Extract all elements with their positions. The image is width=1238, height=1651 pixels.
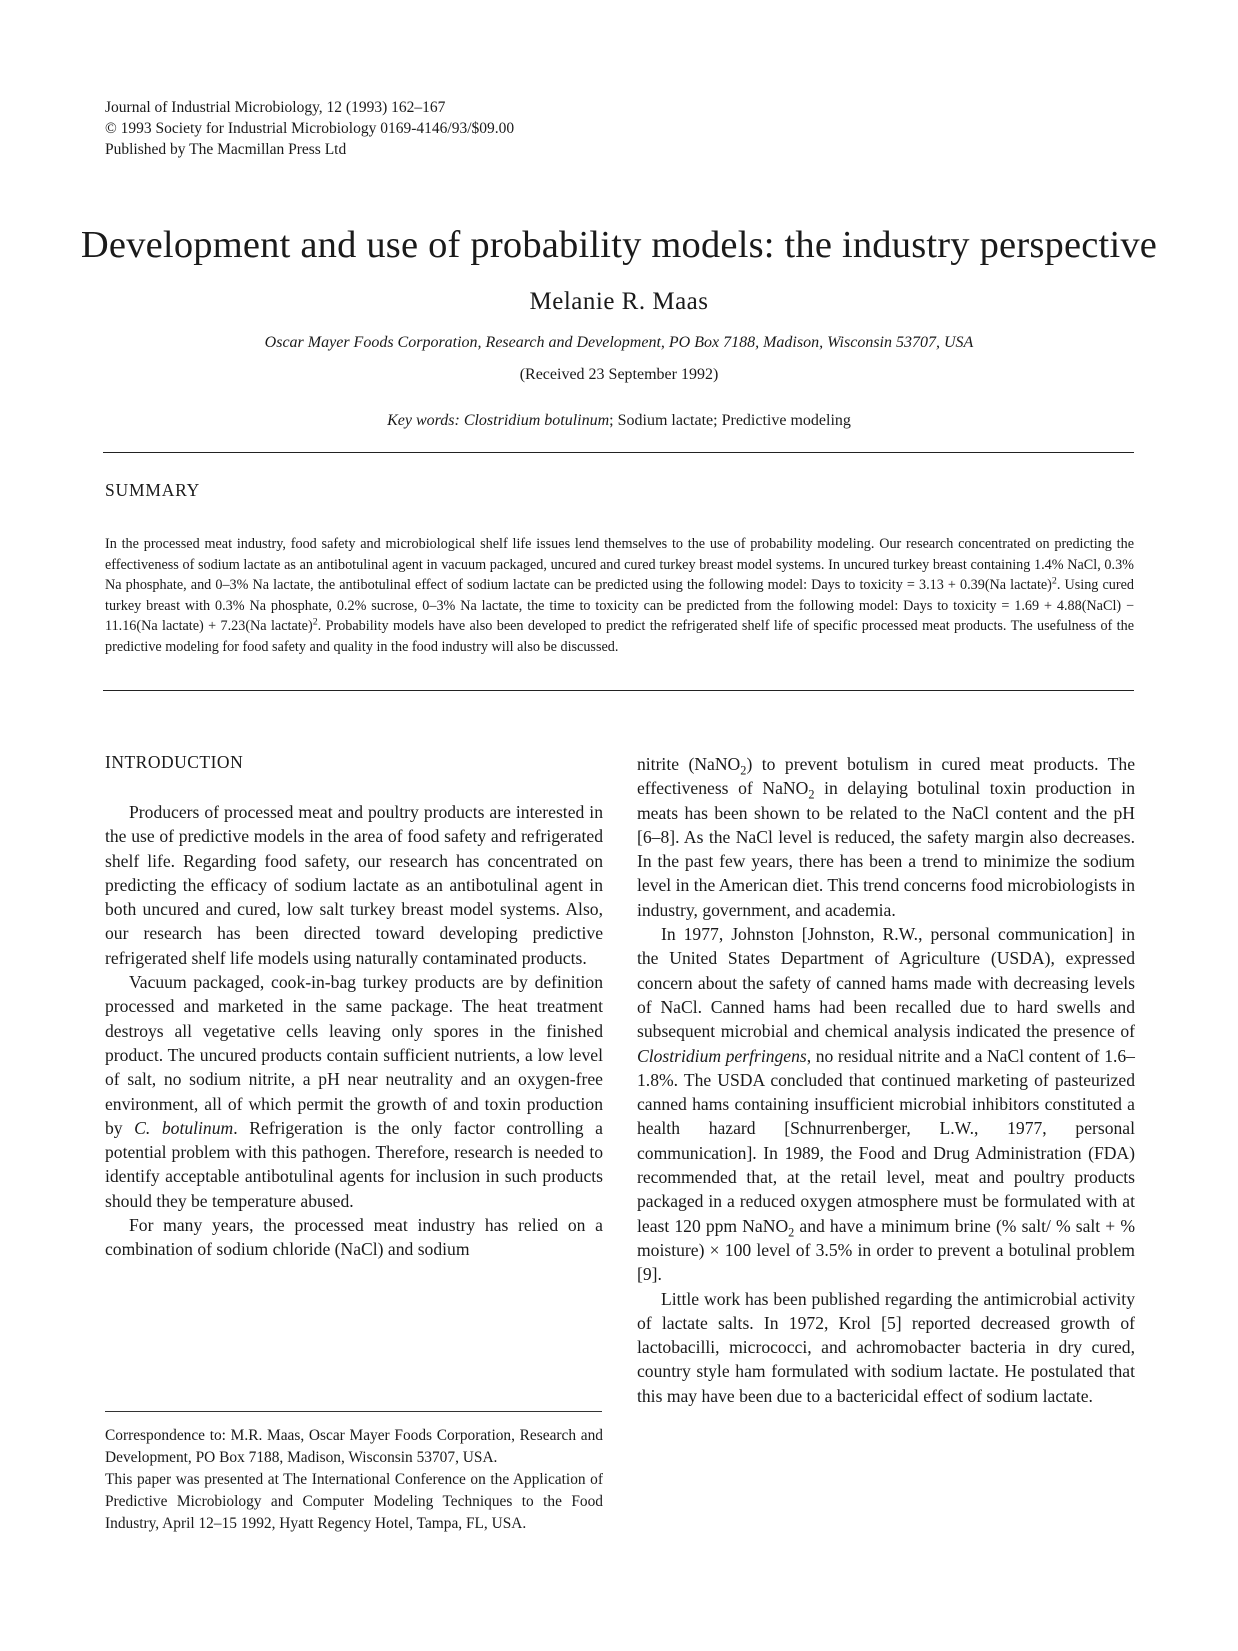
keyword-organism: Clostridium botulinum (463, 412, 610, 429)
r1-part-a: nitrite (NaNO (637, 754, 741, 774)
divider-bottom (103, 690, 1134, 691)
r2-sub: 2 (788, 1225, 795, 1240)
intro-p2-part-b: . Refrigeration is the only factor controlling a potential problem with this pathogen. Therefore, research is needed to identify acceptable antibotulinal agents for inclusion in such products should they be temperature abused. (105, 1117, 603, 1211)
r2-part-a: In 1977, Johnston [Johnston, R.W., personal communication] in the United States Department of Agriculture (USDA), expressed concern about the safety of canned hams made with decreasing levels of NaCl. Canned hams had been recalled due to hard swells and subsequent microbial and chemical analysis indicated the presence of (637, 924, 1135, 1042)
paper-title: Development and use of probability models: the industry perspective (80, 224, 1158, 266)
publisher-line: Published by The Macmillan Press Ltd (105, 141, 347, 158)
r1-sub-1: 2 (740, 763, 747, 778)
received-date: (Received 23 September 1992) (519, 366, 719, 383)
right-paragraph-2 (637, 922, 1135, 1286)
keywords-rest: ; Sodium lactate; Predictive modeling (609, 412, 851, 429)
keywords-label: Key words: (387, 412, 460, 429)
intro-p2-part-a: Vacuum packaged, cook-in-bag turkey products are by definition processed and marketed in the same package. The heat treatment destroys all vegetative cells leaving only spores in the finished product. The uncured products contain sufficient nutrients, a low level of salt, no sodium nitrite, a pH near neutrality and an oxygen-free environment, all of which permit the growth of and toxin production by (105, 972, 603, 1138)
copyright-line: © 1993 Society for Industrial Microbiology 0169-4146/93/$09.00 (105, 120, 515, 137)
r2-organism: Clostridium perfringens (637, 1045, 807, 1066)
introduction-heading: INTRODUCTION (105, 752, 244, 772)
r1-sub-2: 2 (808, 787, 815, 802)
footnotes (105, 1425, 603, 1535)
r1-part-b: ) to prevent botulism in cured meat products. The effectiveness of NaNO (637, 754, 1136, 799)
summary-part-1: In the processed meat industry, food safety and microbiological shelf life issues lend themselves to the use of probability modeling. Our research concentrated on predicting the effectiveness of sodium lactate as an antibotulinal agent in vacuum packaged, uncured and cured turkey breast model systems. In uncured turkey breast containing 1.4% NaCl, 0.3% Na phosphate, and 0–3% Na lactate, the antibotulinal effect of sodium lactate can be predicted using the following model: Days to toxicity = 3.13 + 0.39(Na lactate) (105, 536, 1134, 593)
r1-part-c: in delaying botulinal toxin production in meats has been shown to be related to the NaCl content and the pH [6–8]. As the NaCl level is reduced, the safety margin also decreases. In the past few years, there has been a trend to minimize the sodium level in the American diet. This trend concerns food microbiologists in industry, government, and academia. (637, 778, 1135, 920)
footnote-divider (105, 1411, 602, 1412)
journal-info (105, 97, 514, 160)
summary-text (105, 534, 1134, 657)
author-name: Melanie R. Maas (529, 288, 709, 315)
intro-paragraph-1: Producers of processed meat and poultry products are interested in the use of predictive models in the area of food safety and refrigerated shelf life. Regarding food safety, our research has concentrated on predicting the efficacy of sodium lactate as an antibotulinal agent in both uncured and cured, low salt turkey breast model systems. Also, our research has been directed toward developing predictive refrigerated shelf life models using naturally contaminated products. (105, 802, 603, 968)
column-left (105, 800, 603, 1262)
summary-sup-2: 2 (312, 616, 318, 628)
author-affiliation: Oscar Mayer Foods Corporation, Research and Development, PO Box 7188, Madison, Wisconsin 53707, USA (264, 334, 974, 351)
intro-paragraph-2 (105, 970, 603, 1213)
column-right (637, 752, 1135, 1408)
keywords (0, 410, 1238, 432)
intro-p2-organism: C. botulinum (134, 1117, 234, 1138)
divider-top (103, 452, 1134, 453)
summary-part-2: . Using cured turkey breast with 0.3% Na phosphate, 0.2% sucrose, 0–3% Na lactate, the time to toxicity can be predicted from the following model: Days to toxicity = 1.69 + 4.88(NaCl) − 11.16(Na lactate) + 7.23(Na lactate) (105, 577, 1134, 634)
right-paragraph-3: Little work has been published regarding the antimicrobial activity of lactate salts. In 1972, Krol [5] reported decreased growth of lactobacilli, micrococci, and achromobacter bacteria in dry cured, country style ham formulated with sodium lactate. He postulated that this may have been due to a bactericidal effect of sodium lactate. (637, 1288, 1135, 1406)
summary-sup-1: 2 (1051, 575, 1057, 587)
summary-part-3: . Probability models have also been developed to predict the refrigerated shelf life of specific processed meat products. The usefulness of the predictive modeling for food safety and quality in the food industry will also be discussed. (105, 618, 1134, 655)
conference-note: This paper was presented at The International Conference on the Application of Predictive Microbiology and Computer Modeling Techniques to the Food Industry, April 12–15 1992, Hyatt Regency Hotel, Tampa, FL, USA. (105, 1471, 603, 1532)
r2-part-c: and have a minimum brine (% salt/ % salt + % moisture) × 100 level of 3.5% in order to prevent a botulinal problem [9]. (637, 1215, 1135, 1285)
summary-heading: SUMMARY (105, 480, 201, 500)
journal-citation: Journal of Industrial Microbiology, 12 (1993) 162–167 (105, 99, 446, 116)
correspondence-note: Correspondence to: M.R. Maas, Oscar Mayer Foods Corporation, Research and Development, PO Box 7188, Madison, Wisconsin 53707, USA. (105, 1427, 603, 1466)
right-paragraph-1 (637, 752, 1135, 922)
r2-part-b: , no residual nitrite and a NaCl content of 1.6–1.8%. The USDA concluded that continued marketing of pasteurized canned hams containing insufficient microbial inhibitors constituted a health hazard [Schnurrenberger, L.W., 1977, personal communication]. In 1989, the Food and Drug Administration (FDA) recommended that, at the retail level, meat and poultry products packaged in a reduced oxygen atmosphere must be formulated with at least 120 ppm NaNO (637, 1045, 1135, 1236)
intro-paragraph-3: For many years, the processed meat industry has relied on a combination of sodium chloride (NaCl) and sodium (105, 1215, 603, 1260)
